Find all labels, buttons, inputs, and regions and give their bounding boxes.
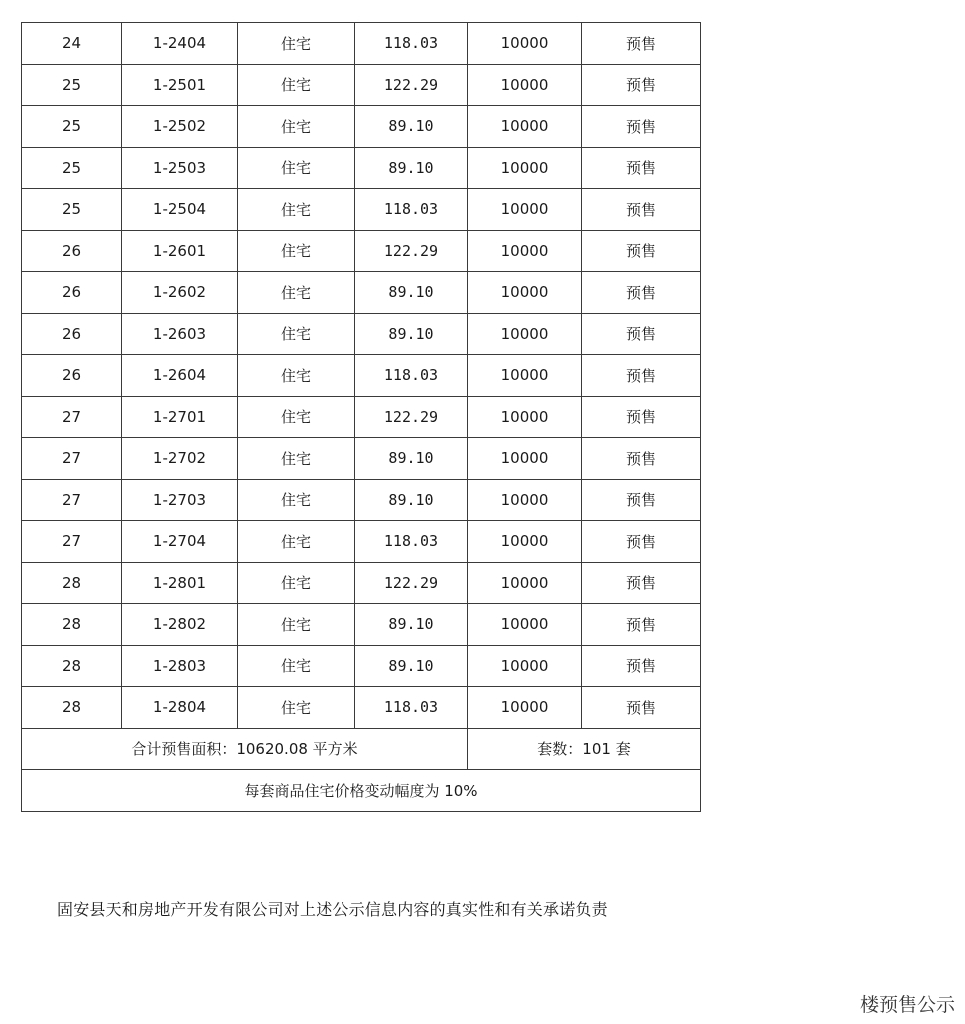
total-area-cell: 合计预售面积：10620.08 平方米	[22, 728, 468, 770]
status-cell: 预售	[582, 438, 701, 480]
room-number-cell: 1-2603	[122, 313, 238, 355]
room-number-cell: 1-2801	[122, 562, 238, 604]
status-cell: 预售	[582, 106, 701, 148]
price-cell: 10000	[468, 521, 582, 563]
area-cell: 122.29	[355, 230, 468, 272]
usage-type-cell: 住宅	[238, 272, 355, 314]
floor-cell: 26	[22, 355, 122, 397]
area-cell: 122.29	[355, 396, 468, 438]
room-number-cell: 1-2504	[122, 189, 238, 231]
price-cell: 10000	[468, 189, 582, 231]
area-cell: 118.03	[355, 23, 468, 65]
summary-row	[22, 728, 701, 770]
floor-cell: 25	[22, 147, 122, 189]
floor-cell: 27	[22, 479, 122, 521]
floor-cell: 26	[22, 313, 122, 355]
usage-type-cell: 住宅	[238, 521, 355, 563]
area-cell: 122.29	[355, 64, 468, 106]
floor-cell: 27	[22, 521, 122, 563]
usage-type-cell: 住宅	[238, 189, 355, 231]
price-cell: 10000	[468, 355, 582, 397]
area-cell: 118.03	[355, 521, 468, 563]
usage-type-cell: 住宅	[238, 147, 355, 189]
presale-listing-table	[21, 22, 701, 812]
usage-type-cell: 住宅	[238, 106, 355, 148]
table-row	[22, 272, 701, 314]
usage-type-cell: 住宅	[238, 355, 355, 397]
price-cell: 10000	[468, 230, 582, 272]
floor-cell: 28	[22, 687, 122, 729]
price-cell: 10000	[468, 479, 582, 521]
area-cell: 89.10	[355, 645, 468, 687]
area-cell: 118.03	[355, 687, 468, 729]
area-cell: 89.10	[355, 313, 468, 355]
floor-cell: 28	[22, 604, 122, 646]
room-number-cell: 1-2802	[122, 604, 238, 646]
table-row	[22, 687, 701, 729]
room-number-cell: 1-2704	[122, 521, 238, 563]
price-note-row	[22, 770, 701, 812]
floor-cell: 27	[22, 396, 122, 438]
table-row	[22, 230, 701, 272]
area-cell: 89.10	[355, 438, 468, 480]
price-cell: 10000	[468, 64, 582, 106]
area-cell: 89.10	[355, 479, 468, 521]
status-cell: 预售	[582, 23, 701, 65]
usage-type-cell: 住宅	[238, 604, 355, 646]
status-cell: 预售	[582, 147, 701, 189]
room-number-cell: 1-2602	[122, 272, 238, 314]
floor-cell: 27	[22, 438, 122, 480]
price-cell: 10000	[468, 604, 582, 646]
price-cell: 10000	[468, 23, 582, 65]
room-number-cell: 1-2701	[122, 396, 238, 438]
usage-type-cell: 住宅	[238, 396, 355, 438]
usage-type-cell: 住宅	[238, 313, 355, 355]
price-note-cell: 每套商品住宅价格变动幅度为 10%	[22, 770, 701, 812]
table-row	[22, 645, 701, 687]
floor-cell: 26	[22, 272, 122, 314]
table-row	[22, 562, 701, 604]
floor-cell: 25	[22, 189, 122, 231]
floor-cell: 28	[22, 645, 122, 687]
room-number-cell: 1-2702	[122, 438, 238, 480]
usage-type-cell: 住宅	[238, 64, 355, 106]
status-cell: 预售	[582, 64, 701, 106]
room-number-cell: 1-2404	[122, 23, 238, 65]
table-row	[22, 396, 701, 438]
table-row	[22, 64, 701, 106]
status-cell: 预售	[582, 355, 701, 397]
floor-cell: 28	[22, 562, 122, 604]
usage-type-cell: 住宅	[238, 230, 355, 272]
room-number-cell: 1-2703	[122, 479, 238, 521]
room-number-cell: 1-2804	[122, 687, 238, 729]
usage-type-cell: 住宅	[238, 479, 355, 521]
status-cell: 预售	[582, 479, 701, 521]
table-row	[22, 147, 701, 189]
table-row	[22, 189, 701, 231]
status-cell: 预售	[582, 687, 701, 729]
floor-cell: 25	[22, 106, 122, 148]
status-cell: 预售	[582, 272, 701, 314]
status-cell: 预售	[582, 604, 701, 646]
room-number-cell: 1-2803	[122, 645, 238, 687]
status-cell: 预售	[582, 521, 701, 563]
declaration-text: 固安县天和房地产开发有限公司对上述公示信息内容的真实性和有关承诺负责	[57, 900, 608, 919]
price-cell: 10000	[468, 313, 582, 355]
status-cell: 预售	[582, 645, 701, 687]
usage-type-cell: 住宅	[238, 687, 355, 729]
room-number-cell: 1-2601	[122, 230, 238, 272]
table-row	[22, 106, 701, 148]
table-row	[22, 438, 701, 480]
area-cell: 118.03	[355, 189, 468, 231]
table-row	[22, 313, 701, 355]
footer-label: 楼预售公示	[859, 994, 955, 1016]
price-cell: 10000	[468, 438, 582, 480]
price-cell: 10000	[468, 147, 582, 189]
area-cell: 89.10	[355, 106, 468, 148]
price-cell: 10000	[468, 562, 582, 604]
usage-type-cell: 住宅	[238, 23, 355, 65]
status-cell: 预售	[582, 562, 701, 604]
area-cell: 89.10	[355, 272, 468, 314]
table-row	[22, 604, 701, 646]
floor-cell: 26	[22, 230, 122, 272]
room-number-cell: 1-2503	[122, 147, 238, 189]
status-cell: 预售	[582, 396, 701, 438]
area-cell: 118.03	[355, 355, 468, 397]
status-cell: 预售	[582, 189, 701, 231]
area-cell: 89.10	[355, 147, 468, 189]
usage-type-cell: 住宅	[238, 645, 355, 687]
room-number-cell: 1-2502	[122, 106, 238, 148]
usage-type-cell: 住宅	[238, 438, 355, 480]
area-cell: 122.29	[355, 562, 468, 604]
usage-type-cell: 住宅	[238, 562, 355, 604]
total-units-cell: 套数：101 套	[468, 728, 701, 770]
table-body	[22, 23, 701, 729]
room-number-cell: 1-2604	[122, 355, 238, 397]
price-cell: 10000	[468, 106, 582, 148]
table-row	[22, 479, 701, 521]
price-cell: 10000	[468, 396, 582, 438]
floor-cell: 24	[22, 23, 122, 65]
table-row	[22, 355, 701, 397]
table-row	[22, 23, 701, 65]
status-cell: 预售	[582, 230, 701, 272]
table-row	[22, 521, 701, 563]
area-cell: 89.10	[355, 604, 468, 646]
price-cell: 10000	[468, 687, 582, 729]
room-number-cell: 1-2501	[122, 64, 238, 106]
floor-cell: 25	[22, 64, 122, 106]
price-cell: 10000	[468, 645, 582, 687]
price-cell: 10000	[468, 272, 582, 314]
status-cell: 预售	[582, 313, 701, 355]
